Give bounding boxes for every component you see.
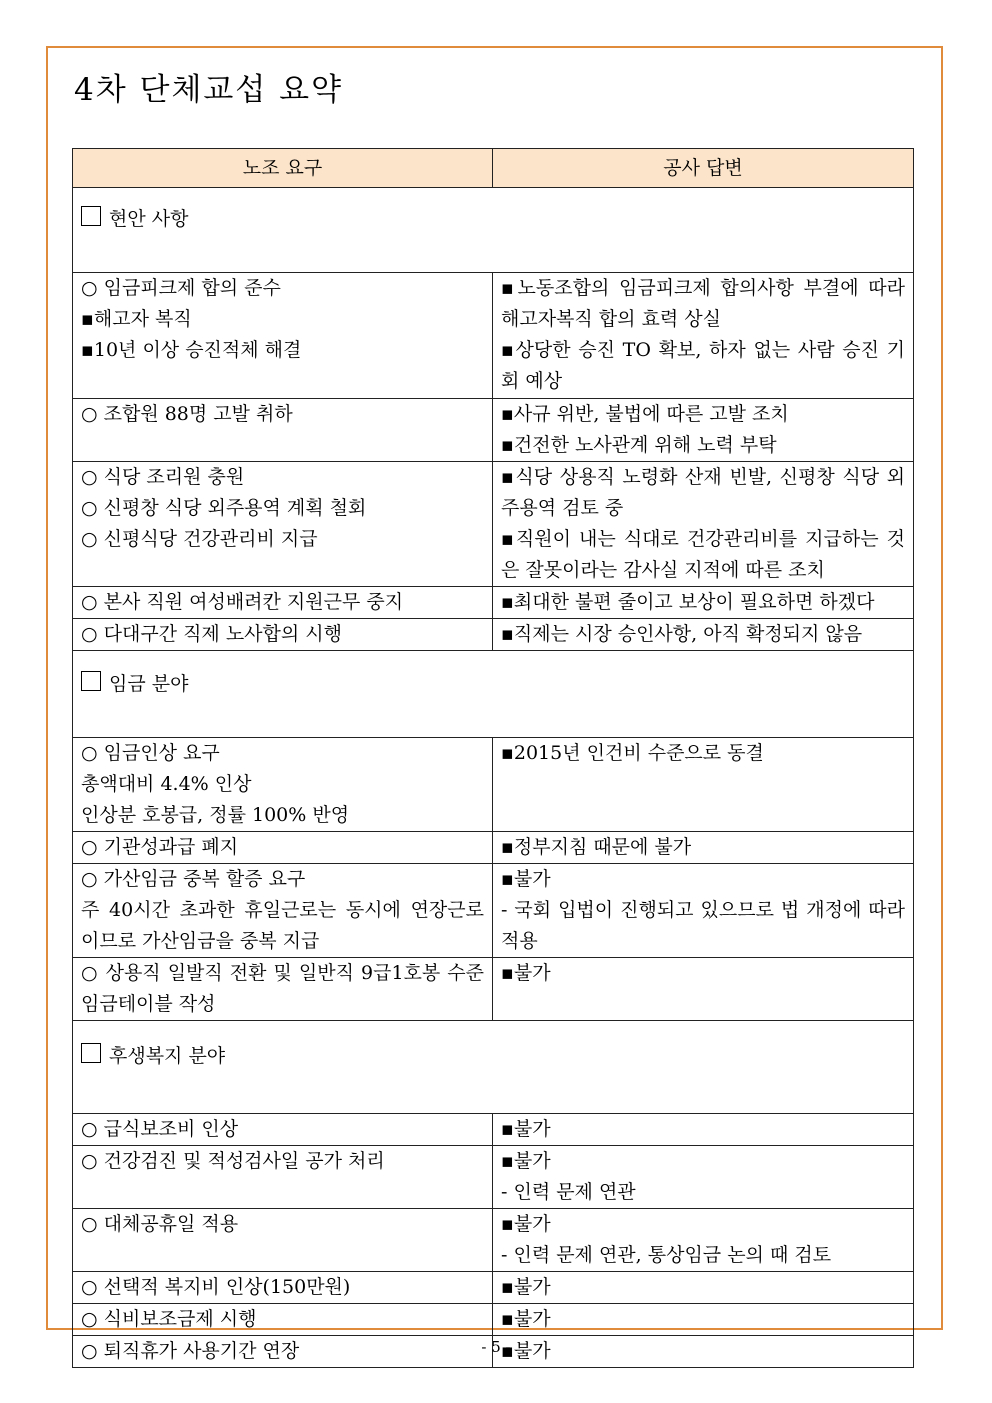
checkbox-square-icon — [81, 1043, 101, 1063]
table-row — [73, 1272, 914, 1304]
demand-cell: ○ 건강검진 및 적성검사일 공가 처리 — [73, 1146, 493, 1209]
table-row — [73, 462, 914, 587]
union-demand-header: 노조 요구 — [73, 149, 493, 188]
demand-cell: ○ 퇴직휴가 사용기간 연장 — [73, 1336, 493, 1368]
page-title: 4차 단체교섭 요약 — [74, 72, 344, 108]
demand-cell: ○ 식당 조리원 충원 ○ 신평창 식당 외주용역 계획 철회 ○ 신평식당 건강관리비 지급 — [73, 462, 493, 587]
answer-cell: ▪정부지침 때문에 불가 — [493, 832, 914, 864]
demand-cell: ○ 식비보조금제 시행 — [73, 1304, 493, 1336]
section-heading-current-issues: 현안 사항 — [73, 188, 914, 273]
answer-cell: ▪불가 — [493, 1272, 914, 1304]
answer-cell: ▪사규 위반, 불법에 따른 고발 조치 ▪건전한 노사관계 위해 노력 부탁 — [493, 399, 914, 462]
table-row — [73, 1146, 914, 1209]
demand-cell: ○ 임금피크제 합의 준수 ▪해고자 복직 ▪10년 이상 승진적체 해결 — [73, 273, 493, 399]
demand-cell: ○ 본사 직원 여성배려칸 지원근무 중지 — [73, 587, 493, 619]
demand-cell: ○ 가산임금 중복 할증 요구 주 40시간 초과한 휴일근로는 동시에 연장근로이므로 가산임금을 중복 지급 — [73, 864, 493, 958]
demand-cell: ○ 조합원 88명 고발 취하 — [73, 399, 493, 462]
table-row — [73, 399, 914, 462]
answer-cell: ▪직제는 시장 승인사항, 아직 확정되지 않음 — [493, 619, 914, 651]
demand-cell: ○ 급식보조비 인상 — [73, 1114, 493, 1146]
table-row — [73, 738, 914, 832]
demand-cell: ○ 상용직 일발직 전환 및 일반직 9급1호봉 수준 임금테이블 작성 — [73, 958, 493, 1021]
section-heading-wages: 임금 분야 — [73, 651, 914, 738]
answer-cell: ▪불가 - 인력 문제 연관 — [493, 1146, 914, 1209]
answer-cell: ▪불가 — [493, 958, 914, 1021]
demand-cell: ○ 임금인상 요구 총액대비 4.4% 인상 인상분 호봉급, 정률 100% 반영 — [73, 738, 493, 832]
checkbox-square-icon — [81, 671, 101, 691]
table-row — [73, 587, 914, 619]
answer-cell: ▪불가 - 국회 입법이 진행되고 있으므로 법 개정에 따라 적용 — [493, 864, 914, 958]
table-row — [73, 1209, 914, 1272]
answer-cell: ▪불가 — [493, 1114, 914, 1146]
demand-cell: ○ 다대구간 직제 노사합의 시행 — [73, 619, 493, 651]
answer-cell: ▪식당 상용직 노령화 산재 빈발, 신평창 식당 외주용역 검토 중 ▪직원이 내는 식대로 건강관리비를 지급하는 것은 잘못이라는 감사실 지적에 따른 조치 — [493, 462, 914, 587]
answer-cell: ▪노동조합의 임금피크제 합의사항 부결에 따라 해고자복직 합의 효력 상실 ▪상당한 승진 TO 확보, 하자 없는 사람 승진 기회 예상 — [493, 273, 914, 399]
answer-cell: ▪불가 — [493, 1336, 914, 1368]
table-row — [73, 1114, 914, 1146]
checkbox-square-icon — [81, 206, 101, 226]
demand-cell: ○ 선택적 복지비 인상(150만원) — [73, 1272, 493, 1304]
section-heading-welfare: 후생복지 분야 — [73, 1021, 914, 1114]
answer-cell: ▪2015년 인건비 수준으로 동결 — [493, 738, 914, 832]
table-header-row — [73, 149, 914, 188]
demand-cell: ○ 대체공휴일 적용 — [73, 1209, 493, 1272]
answer-cell: ▪불가 — [493, 1304, 914, 1336]
table-row — [73, 832, 914, 864]
demand-cell: ○ 기관성과급 폐지 — [73, 832, 493, 864]
negotiation-summary-table — [72, 148, 914, 1368]
table-row — [73, 273, 914, 399]
table-row — [73, 864, 914, 958]
table-row — [73, 958, 914, 1021]
company-answer-header: 공사 답변 — [493, 149, 914, 188]
table-row — [73, 619, 914, 651]
answer-cell: ▪불가 - 인력 문제 연관, 통상임금 논의 때 검토 — [493, 1209, 914, 1272]
answer-cell: ▪최대한 불편 줄이고 보상이 필요하면 하겠다 — [493, 587, 914, 619]
table-row — [73, 1304, 914, 1336]
page-number: - 5 - — [481, 1338, 511, 1356]
